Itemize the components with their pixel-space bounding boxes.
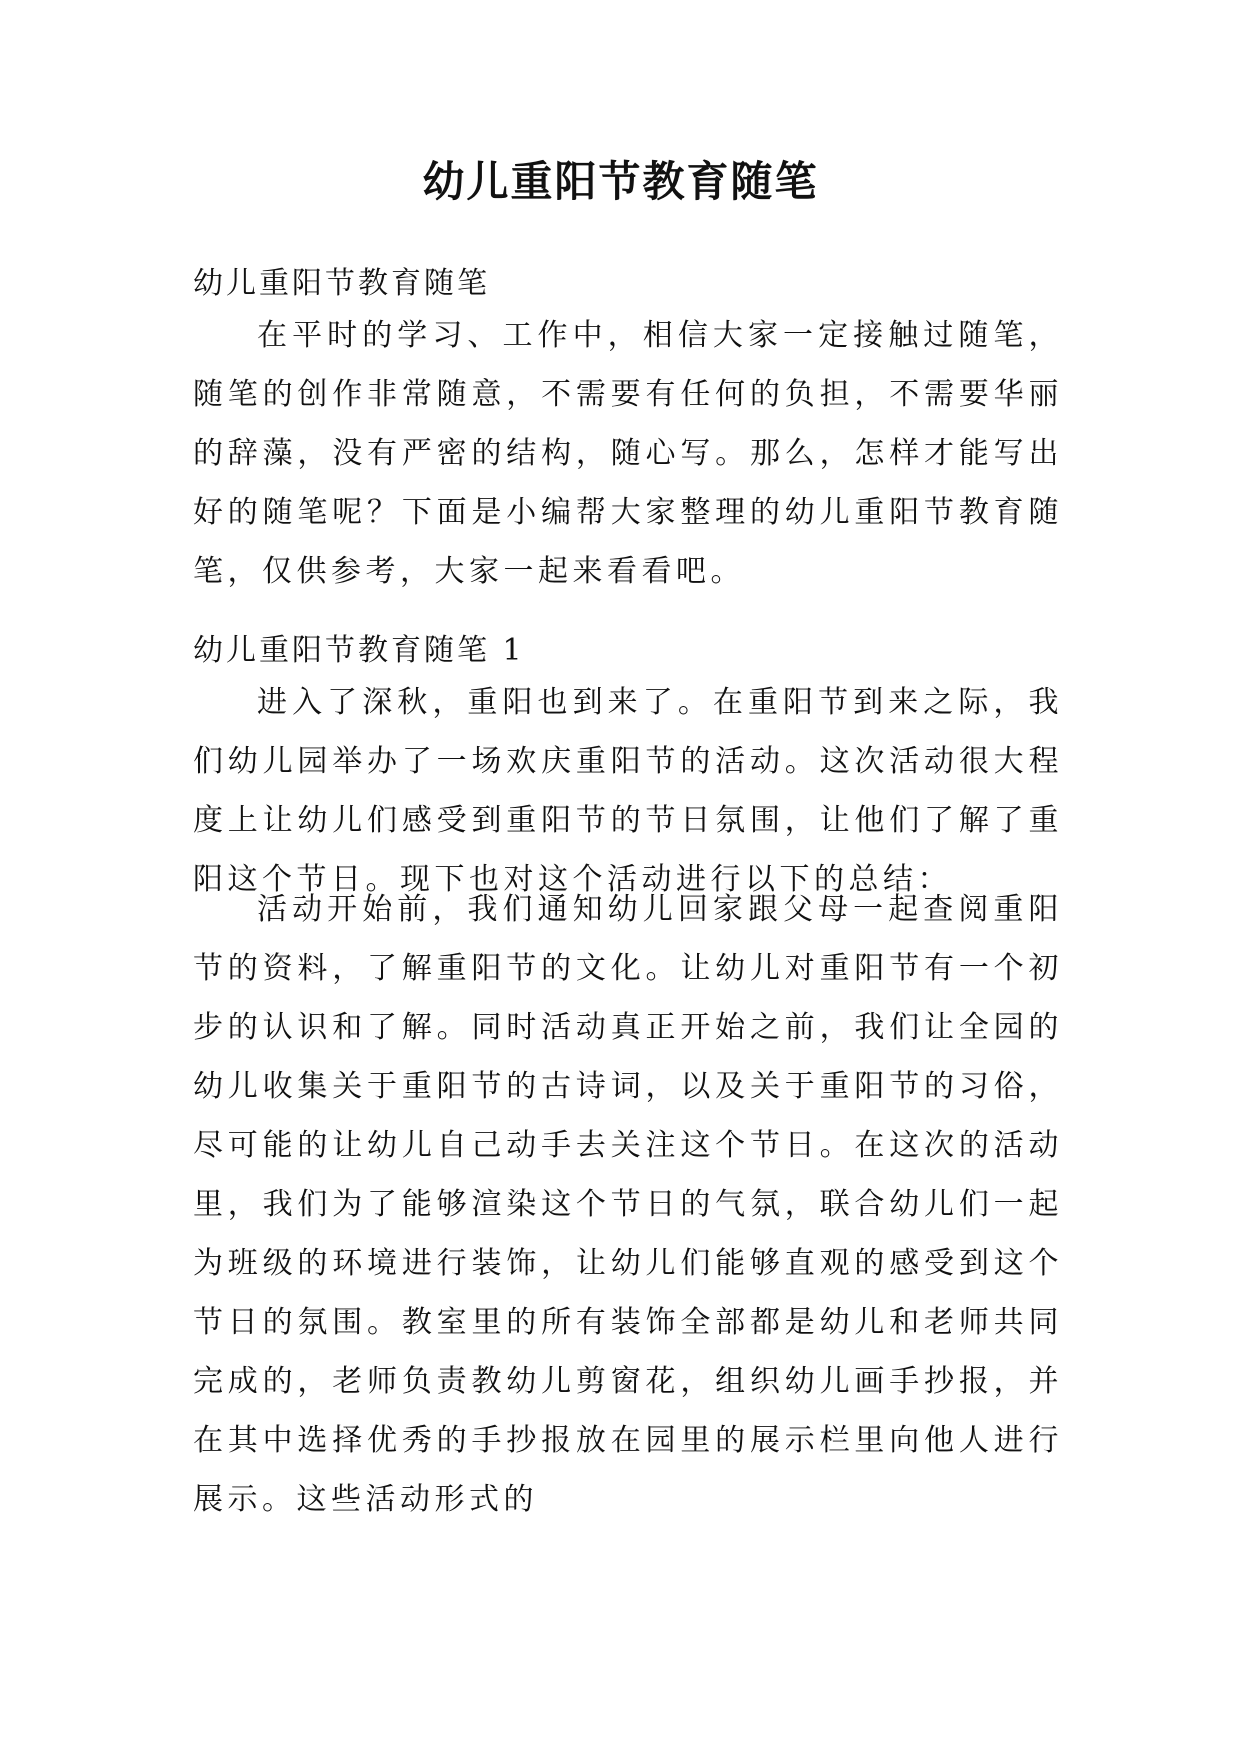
intro-paragraph: 在平时的学习、工作中，相信大家一定接触过随笔，随笔的创作非常随意，不需要有任何的负担，不需要华丽的辞藻，没有严密的结构，随心写。那么，怎样才能写出好的随笔呢？下面是小编帮大家整理的幼儿重阳节教育随笔，仅供参考，大家一起来看看吧。: [193, 318, 1063, 589]
section-1-paragraph-1: 进入了深秋，重阳也到来了。在重阳节到来之际，我们幼儿园举办了一场欢庆重阳节的活动。这次活动很大程度上让幼儿们感受到重阳节的节日氛围，让他们了解了重阳这个节日。现下也对这个活动进行以下的总结：: [193, 685, 1063, 897]
document-title: 幼儿重阳节教育随笔: [422, 157, 819, 206]
section-1-heading: 幼儿重阳节教育随笔 1: [193, 633, 525, 668]
intro-heading: 幼儿重阳节教育随笔: [193, 266, 490, 301]
section-1-paragraph-2: 活动开始前，我们通知幼儿回家跟父母一起查阅重阳节的资料，了解重阳节的文化。让幼儿对重阳节有一个初步的认识和了解。同时活动真正开始之前，我们让全园的幼儿收集关于重阳节的古诗词，以及关于重阳节的习俗，尽可能的让幼儿自己动手去关注这个节日。在这次的活动里，我们为了能够渲染这个节日的气氛，联合幼儿们一起为班级的环境进行装饰，让幼儿们能够直观的感受到这个节日的氛围。教室里的所有装饰全部都是幼儿和老师共同完成的，老师负责教幼儿剪窗花，组织幼儿画手抄报，并在其中选择优秀的手抄报放在园里的展示栏里向他人进行展示。这些活动形式的: [193, 892, 1063, 1517]
